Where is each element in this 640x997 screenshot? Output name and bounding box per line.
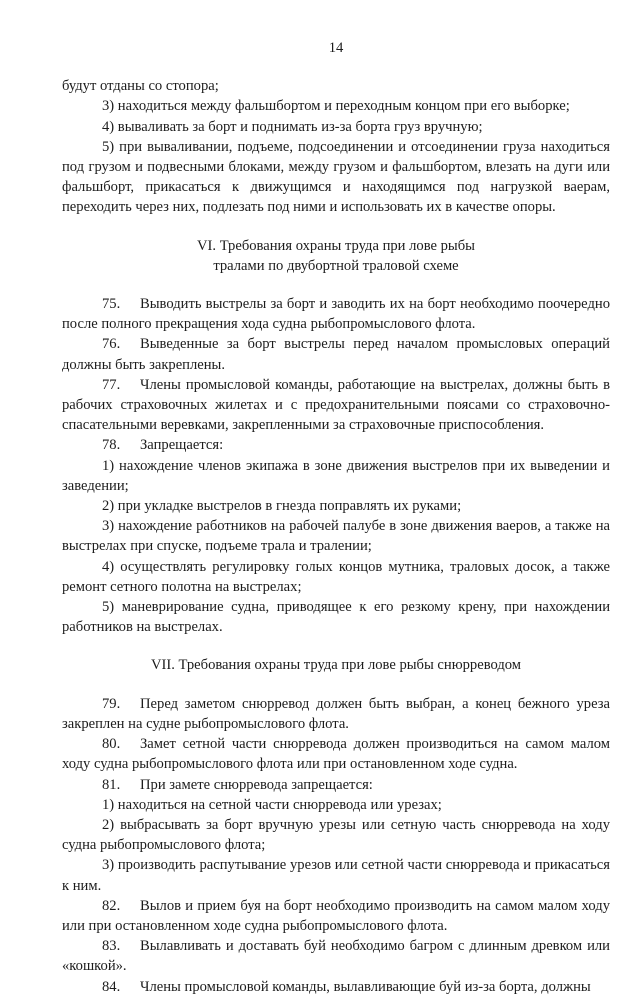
section-7-title: VII. Требования охраны труда при лове рыбы снюрреводом [150,657,522,674]
list-item: 2) выбрасывать за борт вручную урезы или сетную часть снюрревода на ходу судна рыбопромыслового флота; [62,816,610,854]
list-item: 1) находиться на сетной части снюрревода или урезах; [102,796,442,813]
section-6-subtitle: тралами по двубортной траловой схеме [213,257,459,274]
clause-79: 79. Перед заметом снюрревод должен быть выбран, а конец бежного уреза закреплен на судне рыбопромыслового флота. [62,695,610,732]
clause-83: 83. Вылавливать и доставать буй необходимо багром с длинным древком или «кошкой». [62,938,610,975]
list-item: 3) нахождение работников на рабочей палубе в зоне движения ваеров, а также на выстрелах при спуске, подъеме трала и тралении; [62,518,610,555]
clause-80: 80. Замет сетной части снюрревода должен производиться на самом малом ходу судна рыбопромыслового флота или при остановленном ходе судна. [62,736,610,773]
list-item: 3) находиться между фальшбортом и переходным концом при его выборке; [102,98,570,115]
clause-75: 75. Выводить выстрелы за борт и заводить их на борт необходимо поочередно после полного прекращения хода судна рыбопромыслового флота. [62,296,610,333]
clause-76: 76. Выведенные за борт выстрелы перед началом промысловых операций должны быть закреплены. [62,336,610,373]
page-number: 14 [328,40,344,56]
clause-77: 77. Члены промысловой команды, работающие на выстрелах, должны быть в рабочих страховочных жилетах и с предохранительными поясами со страховочно-спасательными веревками, закрепленными за страховочные приспособления. [62,376,610,434]
list-item: 5) при вываливании, подъеме, подсоединении и отсоединении груза находиться под грузом и подвесными блоками, между грузом и фальшбортом, влезать на дуги или фальшборт, прикасаться к движущимся и находящимся под нагрузкой ваерам, переходить через них, подлезать под ними и использовать их в качестве опоры. [62,138,610,216]
list-item: 5) маневрирование судна, приводящее к его резкому крену, при нахождении работников на выстрелах. [62,599,610,636]
list-item: 3) производить распутывание урезов или сетной части снюрревода и прикасаться к ним. [62,857,610,894]
continuation-line: будут отданы со стопора; [62,78,219,95]
clause-84: 84. Члены промысловой команды, вылавливающие буй из-за борта, должны [102,978,591,995]
list-item: 4) осуществлять регулировку голых концов мутника, траловых досок, а также ремонт сетного полотна на выстрелах; [62,558,610,595]
list-item: 4) вываливать за борт и поднимать из-за борта груз вручную; [102,118,483,135]
clause-82: 82. Вылов и прием буя на борт необходимо производить на самом малом ходу или при остановленном ходе судна рыбопромыслового флота. [62,897,610,934]
list-item: 2) при укладке выстрелов в гнезда поправлять их руками; [102,498,462,515]
clause-81: 81. При замете снюрревода запрещается: [102,776,373,793]
section-6-title: VI. Требования охраны труда при лове рыбы [197,237,475,254]
list-item: 1) нахождение членов экипажа в зоне движения выстрелов при их выведении и заведении; [62,457,610,494]
clause-78: 78. Запрещается: [102,437,224,454]
